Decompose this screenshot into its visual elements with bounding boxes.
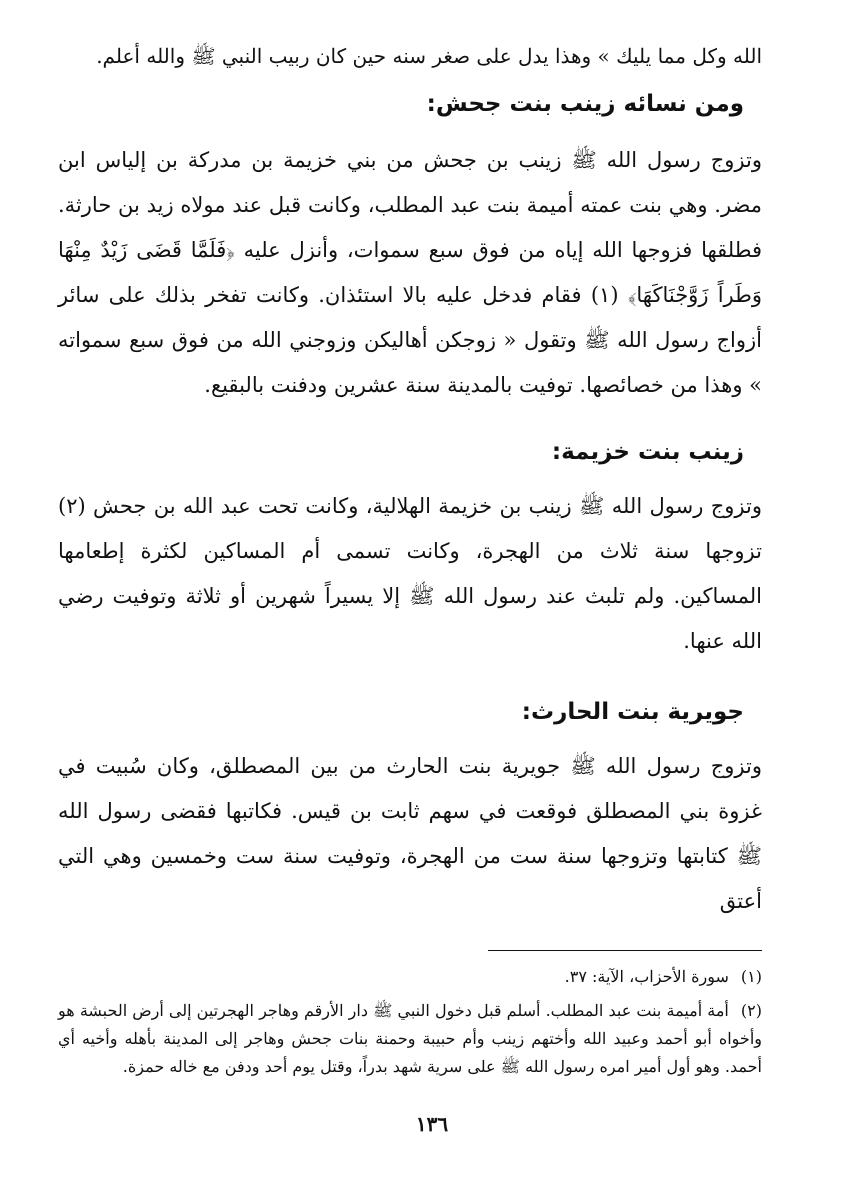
page-number: ١٣٦: [415, 1112, 449, 1136]
footnote-2-text: أمة أميمة بنت عبد المطلب. أسلم قبل دخول النبي ﷺ دار الأرقم وهاجر الهجرتين إلى أرض الحبشة هو وأخواه أبو أحمد وعبيد الله وأختهم زينب وأم حبيبة وحمنة بنات جحش وهاجر إلى المدينة بأهله وأخيه أي أحمد. وهو أول أمير امره رسول الله ﷺ على سرية شهد بدراً، وقتل يوم أحد ودفن مع خاله حمزة.: [58, 1001, 762, 1076]
section-heading-zaynab-jahsh: ومن نسائه زينب بنت جحش:: [426, 91, 744, 117]
section-text-juwayriya: وتزوج رسول الله ﷺ جويرية بنت الحارث من بين المصطلق، وكان سُبيت في غزوة بني المصطلق فوقعت في سهم ثابت بن قيس. فكاتبها فقضى رسول الله ﷺ كتابتها وتزوجها سنة ست من الهجرة، وتوفيت سنة ست وخمسين وهي التي أعتق: [58, 754, 762, 913]
section-text-zaynab-khuzayma: وتزوج رسول الله ﷺ زينب بن خزيمة الهلالية، وكانت تحت عبد الله بن جحش (٢) تزوجها سنة ثلاث من الهجرة، وكانت تسمى أم المساكين لكثرة إطعامها المساكين. ولم تلبث عند رسول الله ﷺ إلا يسيراً شهرين أو ثلاثة وتوفيت رضي الله عنها.: [58, 494, 762, 653]
footnote-2: [58, 997, 762, 1081]
footnotes: [58, 963, 762, 1081]
intro-line: الله وكل مما يليك » وهذا يدل على صغر سنه حين كان ربيب النبي ﷺ والله أعلم.: [96, 44, 762, 68]
footnote-separator: [488, 950, 762, 951]
footnote-2-number: (٢): [740, 1001, 762, 1020]
footnote-1-number: (١): [740, 967, 762, 986]
footnote-1-text: سورة الأحزاب، الآية: ٣٧.: [564, 967, 729, 986]
book-page: [58, 36, 762, 1166]
section-heading-juwayriya: جويرية بنت الحارث:: [521, 699, 744, 725]
footnote-1: [58, 963, 762, 991]
section-heading-zaynab-khuzayma: زينب بنت خزيمة:: [551, 439, 744, 465]
section-text-zaynab-jahsh: وتزوج رسول الله ﷺ زينب بن جحش من بني خزيمة بن مدركة بن إلياس ابن مضر. وهي بنت عمته أميمة بنت عبد المطلب، وكانت قبل عند مولاه زيد بن حارثة. فطلقها فزوجها الله إياه من فوق سبع سموات، وأنزل عليه ﴿فَلَمَّا قَضَى زَيْدٌ مِنْهَا وَطَراً زَوَّجْنَاكَهَا﴾ (١) فقام فدخل عليه بالا استئذان. وكانت تفخر بذلك على سائر أزواج رسول الله ﷺ وتقول « زوجكن أهاليكن وزوجني الله من فوق سبع سمواته » وهذا من خصائصها. توفيت بالمدينة سنة عشرين ودفنت بالبقيع.: [58, 148, 762, 397]
